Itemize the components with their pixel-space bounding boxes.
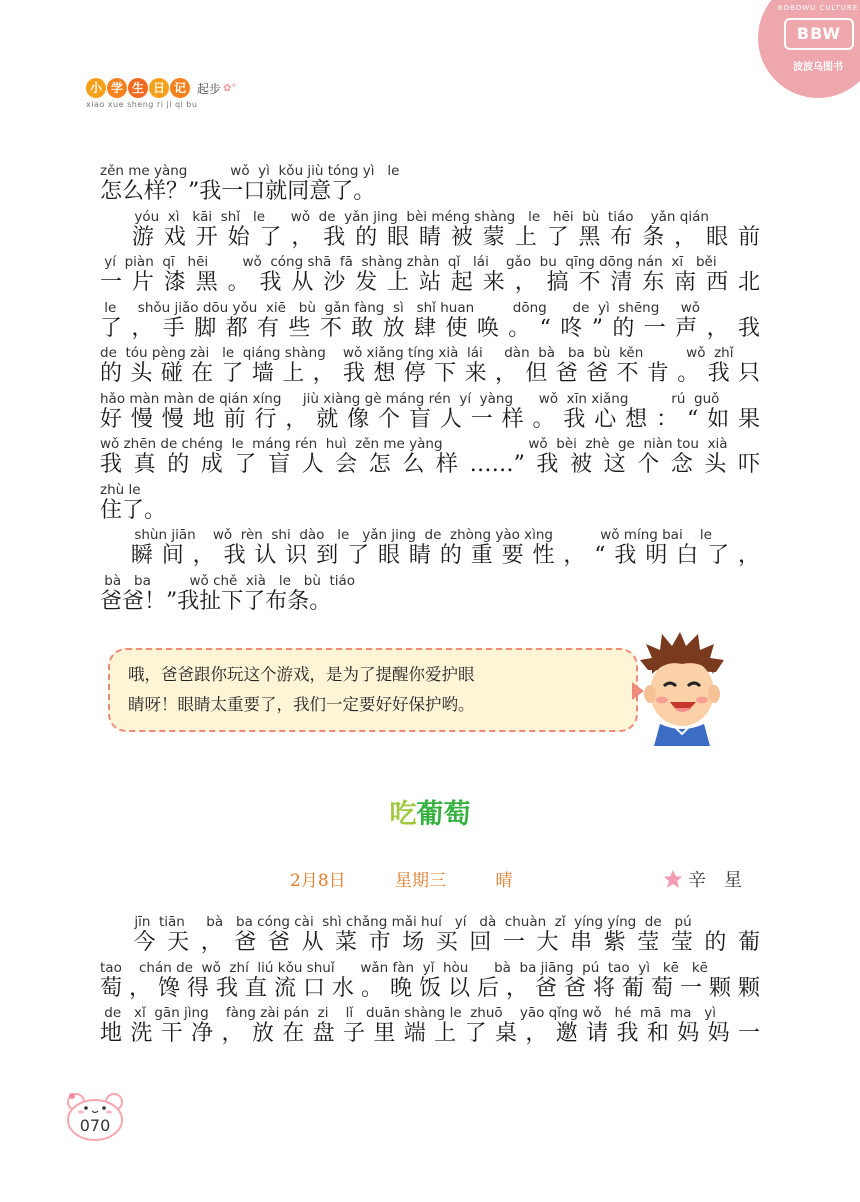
- bubble-line: 睛呀！眼睛太重要了，我们一定要好好保护哟。: [128, 695, 475, 714]
- series-char: 学: [107, 78, 127, 98]
- boy-illustration: [636, 630, 726, 746]
- page-number-badge: [64, 1090, 126, 1142]
- pinyin-line: de xǐ gān jìng fàng zài pán zi lǐ duān shàng le zhuō yāo qǐng wǒ hé mā ma yì: [100, 1005, 717, 1021]
- author-name: 辛 星: [688, 870, 742, 891]
- pinyin-line: de tóu pèng zài le qiáng shàng wǒ xiǎng tíng xià lái dàn bà ba bù kěn wǒ zhǐ: [100, 345, 734, 361]
- series-char: 生: [128, 78, 148, 98]
- pinyin-line: shùn jiān wǒ rèn shi dào le yǎn jing de zhòng yào xìng wǒ míng bai le: [100, 527, 712, 543]
- hanzi-line: 地洗干净，放在盘子里端上了桌，邀请我和妈妈一: [100, 1021, 760, 1046]
- hanzi-line: 瞬间，我认识到了眼睛的重要性，“我明白了，: [100, 543, 760, 568]
- pinyin-line: tao chán de wǒ zhí liú kǒu shuǐ wǎn fàn yǐ hòu bà ba jiāng pú tao yì kē kē: [100, 959, 708, 976]
- hanzi-line: 一片漆黑。我从沙发上站起来，搞不清东南西北: [100, 270, 760, 295]
- entry-date: 2月8日: [290, 871, 346, 891]
- hanzi-line: 游戏开始了，我的眼睛被蒙上了黑布条，眼前: [100, 224, 760, 250]
- series-char: 记: [170, 78, 190, 98]
- pinyin-line: bà ba wǒ chě xià le bù tiáo: [100, 572, 356, 589]
- publisher-top-text: BOBOWU CULTURE: [777, 4, 859, 12]
- hanzi-line: 怎么样？”我一口就同意了。: [100, 179, 376, 204]
- pinyin-line: yí piàn qī hēi wǒ cóng shā fā shàng zhàn qǐ lái gǎo bu qīng dōng nán xī běi: [100, 254, 717, 270]
- hanzi-line: 今天，爸爸从菜市场买回一大串紫莹莹的葡: [100, 930, 760, 955]
- hanzi-line: 好慢慢地前行，就像个盲人一样。我心想：“如果: [100, 406, 760, 432]
- hanzi-line: 爸爸！”我扯下了布条。: [100, 588, 332, 614]
- series-pinyin: xiao xue sheng ri ji qi bu: [86, 100, 198, 109]
- page-number: 070: [79, 1116, 111, 1135]
- series-title: [86, 78, 236, 98]
- section-title: [300, 792, 560, 831]
- pinyin-line: zěn me yàng wǒ yì kǒu jiù tóng yì le: [100, 163, 400, 179]
- publisher-mark: BBW: [784, 18, 854, 50]
- hanzi-line: 的头碰在了墙上，我想停下来，但爸爸不肯。我只: [100, 361, 760, 386]
- flower-icon: ✿°: [223, 82, 237, 94]
- publisher-logo: [758, 0, 860, 98]
- entry-weather: 晴: [495, 871, 513, 891]
- pinyin-line: zhù le: [100, 481, 141, 498]
- hanzi-line: 了，手脚都有些不敢放肆使唤。“咚”的一声，我: [100, 315, 760, 341]
- hanzi-line: 我真的成了盲人会怎么样……”我被这个念头吓: [100, 452, 760, 477]
- publisher-name: 波波乌图书: [793, 62, 843, 73]
- section-title-first: 吃: [389, 799, 417, 830]
- star-icon: [662, 868, 684, 890]
- date-line: [290, 866, 556, 891]
- pinyin-line: wǒ zhēn de chéng le máng rén huì zěn me yàng wǒ bèi zhè ge niàn tou xià: [100, 436, 728, 452]
- pinyin-line: yóu xì kāi shǐ le wǒ de yǎn jing bèi méng shàng le hēi bù tiáo yǎn qián: [100, 208, 709, 225]
- series-subtitle: 起步: [197, 81, 222, 96]
- entry-weekday: 星期三: [395, 871, 447, 891]
- pinyin-line: jīn tiān bà ba cóng cài shì chǎng mǎi huí yí dà chuàn zǐ yíng yíng de pú: [100, 914, 692, 930]
- author: [662, 866, 742, 892]
- hanzi-line: 住了。: [100, 497, 167, 523]
- hanzi-line: 萄，馋得我直流口水。晚饭以后，爸爸将葡萄一颗颗: [100, 975, 760, 1001]
- series-char: 日: [149, 78, 169, 98]
- bubble-line: 哦，爸爸跟你玩这个游戏，是为了提醒你爱护眼: [128, 665, 475, 684]
- series-char: 小: [86, 78, 106, 98]
- speech-bubble: [108, 648, 638, 732]
- pinyin-line: le shǒu jiǎo dōu yǒu xiē bù gǎn fàng sì shǐ huan dōng de yì shēng wǒ: [100, 299, 701, 316]
- pinyin-line: hǎo màn màn de qián xíng jiù xiàng gè máng rén yí yàng wǒ xīn xiǎng rú guǒ: [100, 390, 720, 407]
- section-title-rest: 葡萄: [416, 799, 471, 830]
